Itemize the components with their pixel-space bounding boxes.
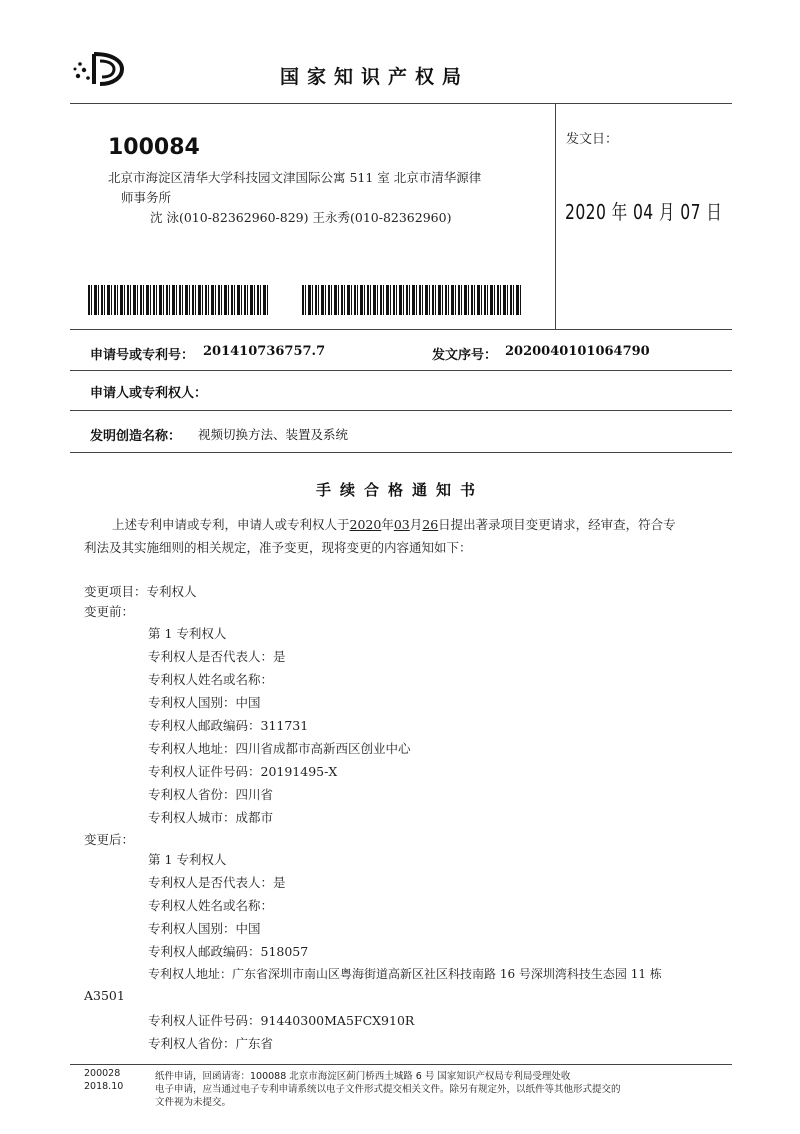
- request-day: 26: [422, 517, 439, 532]
- before-item: 专利权人证件号码：20191495-X: [148, 764, 338, 779]
- notice-title: 手续合格通知书: [315, 481, 484, 499]
- barcode-left: [88, 285, 268, 315]
- footer-code-2: 2018.10: [84, 1081, 124, 1092]
- cnipa-logo-icon: [70, 48, 130, 88]
- footer-code-1: 200028: [84, 1068, 121, 1079]
- notice-paragraph-line-2: 利法及其实施细则的相关规定，准予变更，现将变更的内容通知如下：: [84, 540, 472, 555]
- footer-rule: [70, 1064, 732, 1065]
- contacts: 沈 泳(010-82362960-829) 王永秀(010-82362960): [150, 210, 452, 225]
- invention-label: 发明创造名称：: [90, 429, 182, 444]
- org-title: 国家知识产权局: [280, 66, 470, 88]
- barcode-right: [302, 285, 522, 315]
- issue-date: 2020 年 04 月 07 日: [565, 200, 723, 224]
- before-item: 第 1 专利权人: [148, 626, 227, 641]
- top-rule: [70, 103, 732, 104]
- rule-fields-bottom: [70, 452, 732, 453]
- address-line-1: 北京市海淀区清华大学科技园文津国际公寓 511 室 北京市清华源律: [108, 170, 482, 185]
- before-item: 专利权人地址：四川省成都市高新西区创业中心: [148, 741, 411, 756]
- rule-fields-top: [70, 329, 732, 330]
- address-line-2: 师事务所: [121, 190, 172, 205]
- request-month: 03: [393, 517, 410, 532]
- footer-line-3: 文件视为未提交。: [155, 1097, 232, 1108]
- postcode: 100084: [108, 135, 200, 160]
- after-item: 专利权人证件号码：91440300MA5FCX910R: [148, 1013, 415, 1028]
- issue-date-label: 发文日：: [566, 132, 619, 147]
- request-year: 2020: [349, 517, 382, 532]
- applicant-label: 申请人或专利权人：: [90, 386, 208, 401]
- app-no-label: 申请号或专利号：: [90, 348, 195, 363]
- invention-value: 视频切换方法、装置及系统: [198, 427, 349, 442]
- before-label: 变更前：: [84, 604, 135, 619]
- rule-fields-2: [70, 410, 732, 411]
- serial-value: 2020040101064790: [505, 344, 650, 359]
- before-item: 专利权人省份：四川省: [148, 787, 274, 802]
- notice-paragraph-line-1: 上述专利申请或专利，申请人或专利权人于2020年03月26日提出著录项目变更请求，经审查，符合专: [112, 517, 676, 532]
- before-item: 专利权人姓名或名称：: [148, 672, 274, 687]
- after-address: 专利权人地址：广东省深圳市南山区粤海街道高新区社区科技南路 16 号深圳湾科技生态园 11 栋: [148, 967, 662, 981]
- before-item: 专利权人国别：中国: [148, 695, 261, 710]
- before-item: 专利权人是否代表人：是: [148, 649, 286, 664]
- app-no-value: 201410736757.7: [203, 344, 326, 359]
- after-label: 变更后：: [84, 832, 135, 847]
- before-item: 专利权人邮政编码：311731: [148, 718, 309, 733]
- footer-line-1: 纸件申请，回函请寄：100088 北京市海淀区蓟门桥西土城路 6 号 国家知识产权局专利局受理处收: [155, 1071, 571, 1082]
- after-item: 专利权人国别：中国: [148, 921, 261, 936]
- serial-label: 发文序号：: [432, 348, 498, 363]
- header-divider: [555, 103, 556, 329]
- after-item: 专利权人姓名或名称：: [148, 898, 274, 913]
- after-address-cont: A3501: [84, 988, 125, 1003]
- after-item: 专利权人邮政编码：518057: [148, 944, 309, 959]
- after-item: 专利权人是否代表人：是: [148, 875, 286, 890]
- footer-line-2: 电子申请，应当通过电子专利申请系统以电子文件形式提交相关文件。除另有规定外，以纸件等其他形式提交的: [155, 1084, 621, 1095]
- after-item: 专利权人省份：广东省: [148, 1036, 274, 1051]
- before-item: 专利权人城市：成都市: [148, 810, 274, 825]
- after-item: 第 1 专利权人: [148, 852, 227, 867]
- change-item: 变更项目：专利权人: [84, 584, 197, 599]
- rule-fields-1: [70, 370, 732, 371]
